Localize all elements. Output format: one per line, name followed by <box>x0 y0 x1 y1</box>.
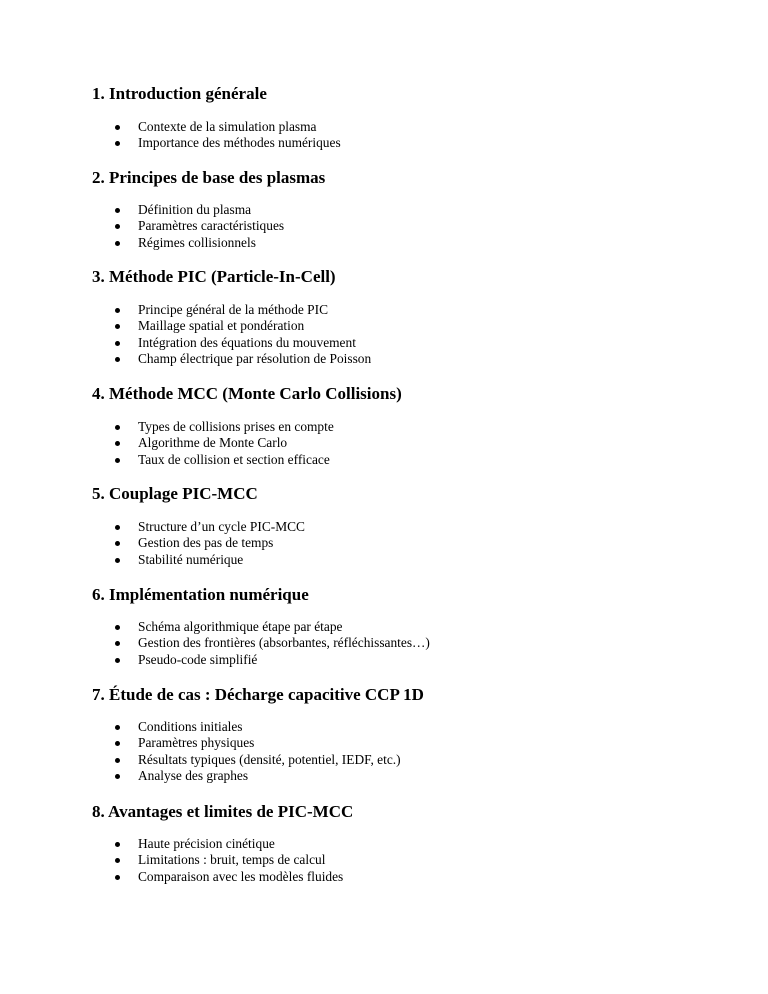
bullet-icon <box>115 224 120 229</box>
bullet-icon <box>115 324 120 329</box>
section-title-3: 3. Méthode PIC (Particle-In-Cell) <box>92 267 336 286</box>
bullet-icon <box>115 725 120 730</box>
bullet-icon <box>115 541 120 546</box>
section-title-4: 4. Méthode MCC (Monte Carlo Collisions) <box>92 384 402 403</box>
bullet-icon <box>115 125 120 130</box>
bullet-icon <box>115 425 120 430</box>
bullet-icon <box>115 208 120 213</box>
bullet-icon <box>115 441 120 446</box>
document-page: 1. Introduction générale Contexte de la simulation plasma Importance des méthodes numériques 2. Principes de base des plasmas Définition du plasma Paramètres caractéristiques Régimes collisionnels 3. Méthode PIC (Particle-In-Cell) Principe général de la méthode PIC Maillage spatial et pondération Intégration des équations du mouvement Champ électrique par résolution de Poisson 4. Méthode MCC (Monte Carlo Collisions) Types de collisions prises en compte Algorithme de Monte Carlo Taux de collision et section efficace 5. Couplage PIC-MCC Structure d’un cycle PIC-MCC Gestion des pas de temps Stabilité numérique 6. Implémentation numérique Schéma algorithmique étape par étape Gestion des frontières (absorbantes, réfléchissantes…) Pseudo-code simplifié 7. Étude de cas : Décharge capacitive CCP 1D Conditions initiales Paramètres physiques Résultats typiques (densité, potentiel, IEDF, etc.) Analyse des graphes 8. Avantages et limites de PIC-MCC Haute précision cinétique Limitations : bruit, temps de calcul Comparaison avec les modèles fluides <box>92 84 430 884</box>
section-title-6: 6. Implémentation numérique <box>92 585 309 604</box>
section-title-2: 2. Principes de base des plasmas <box>92 168 326 187</box>
bullet-icon <box>115 341 120 346</box>
bullet-icon <box>115 357 120 362</box>
bullet-icon <box>115 741 120 746</box>
bullet-icon <box>115 308 120 313</box>
section-title-7: 7. Étude de cas : Décharge capacitive CCP 1D <box>92 685 424 704</box>
bullet-icon <box>115 625 120 630</box>
bullet-icon <box>115 842 120 847</box>
section-title-8: 8. Avantages et limites de PIC-MCC <box>92 802 354 821</box>
bullet-icon <box>115 558 120 563</box>
bullet-icon <box>115 641 120 646</box>
bullet-icon <box>115 858 120 863</box>
section-title-5: 5. Couplage PIC-MCC <box>92 484 258 503</box>
bullet-icon <box>115 458 120 463</box>
bullet-icon <box>115 658 120 663</box>
bullet-icon <box>115 525 120 530</box>
bullet-icon <box>115 875 120 880</box>
bullet-icon <box>115 774 120 779</box>
bullet-icon <box>115 141 120 146</box>
section-title-1: 1. Introduction générale <box>92 84 267 103</box>
bullet-icon <box>115 241 120 246</box>
bullet-icon <box>115 758 120 763</box>
